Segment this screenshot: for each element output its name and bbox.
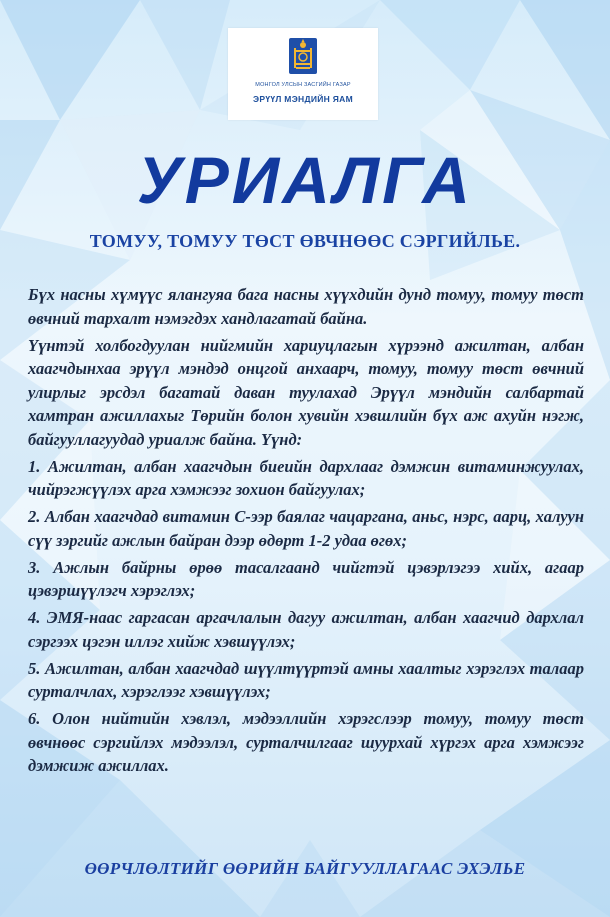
list-item: 6. Олон нийтийн хэвлэл, мэдээллийн хэрэгслээр томуу, томуу төст өвчнөөс сэргийлэх мэдээлэл, сурталчилгааг шуурхай хүргэх арга хэмжээг дэмжиж ажиллах. — [28, 709, 584, 775]
list-item: 2. Албан хаагчдад витамин С-ээр баялаг чацаргана, аньс, нэрс, аарц, халуун сүү зэргийг ажлын байран дээр өдөрт 1-2 удаа өгөх; — [28, 507, 584, 550]
ministry-logo — [228, 28, 378, 120]
list-item: 4. ЭМЯ-наас гаргасан аргачлалын дагуу ажилтан, албан хаагчид дархлал сэргээх цэгэн иллэг хийж хэвшүүлэх; — [28, 608, 584, 651]
list-item: 3. Ажлын байрны өрөө тасалгаанд чийгтэй цэвэрлэгээ хийх, агаар цэвэршүүлэгч хэрэглэх; — [28, 557, 584, 600]
soyombo-emblem-icon — [287, 36, 319, 76]
paragraph: Бүх насны хүмүүс ялангуяа бага насны хүүхдийн дунд томуу, томуу төст өвчний тархалт нэмэгдэх хандлагатай байна. — [28, 285, 584, 328]
paragraph: Үүнтэй холбогдуулан нийгмийн хариуцлагын хүрээнд ажилтан, албан хаагчдынхаа эрүүл мэндэд онцгой анхаарч, томуу, томуу төст өвчний улирлыг эрсдэл багатай даван туулахад Эрүүл мэндийн салбартай хамтран ажиллахыг Төрийн болон хувийн хэвшлийн бүх аж ахуйн нэгж, байгууллагуудад уриалж байна. Үүнд: — [28, 335, 584, 449]
list-item: 1. Ажилтан, албан хаагчдын биеийн дархлааг дэмжин витаминжуулах, чийрэгжүүлэх арга хэмжээг зохион байгуулах; — [28, 456, 584, 499]
government-label: МОНГОЛ УЛСЫН ЗАСГИЙН ГАЗАР — [255, 82, 351, 88]
ministry-name: ЭРҮҮЛ МЭНДИЙН ЯАМ — [253, 94, 353, 104]
appeal-body — [28, 283, 584, 781]
page-subtitle: ТОМУУ, ТОМУУ ТӨСТ ӨВЧНӨӨС СЭРГИЙЛЬЕ. — [89, 231, 521, 251]
footer-slogan: ӨӨРЧЛӨЛТИЙГ ӨӨРИЙН БАЙГУУЛЛАГААС ЭХЭЛЬЕ — [84, 859, 526, 878]
list-item: 5. Ажилтан, албан хаагчдад шүүлтүүртэй амны хаалтыг хэрэглэх талаар сурталчлах, хэрэглээг хэвшүүлэх; — [28, 658, 584, 701]
page-title: УРИАЛГА — [137, 143, 473, 217]
